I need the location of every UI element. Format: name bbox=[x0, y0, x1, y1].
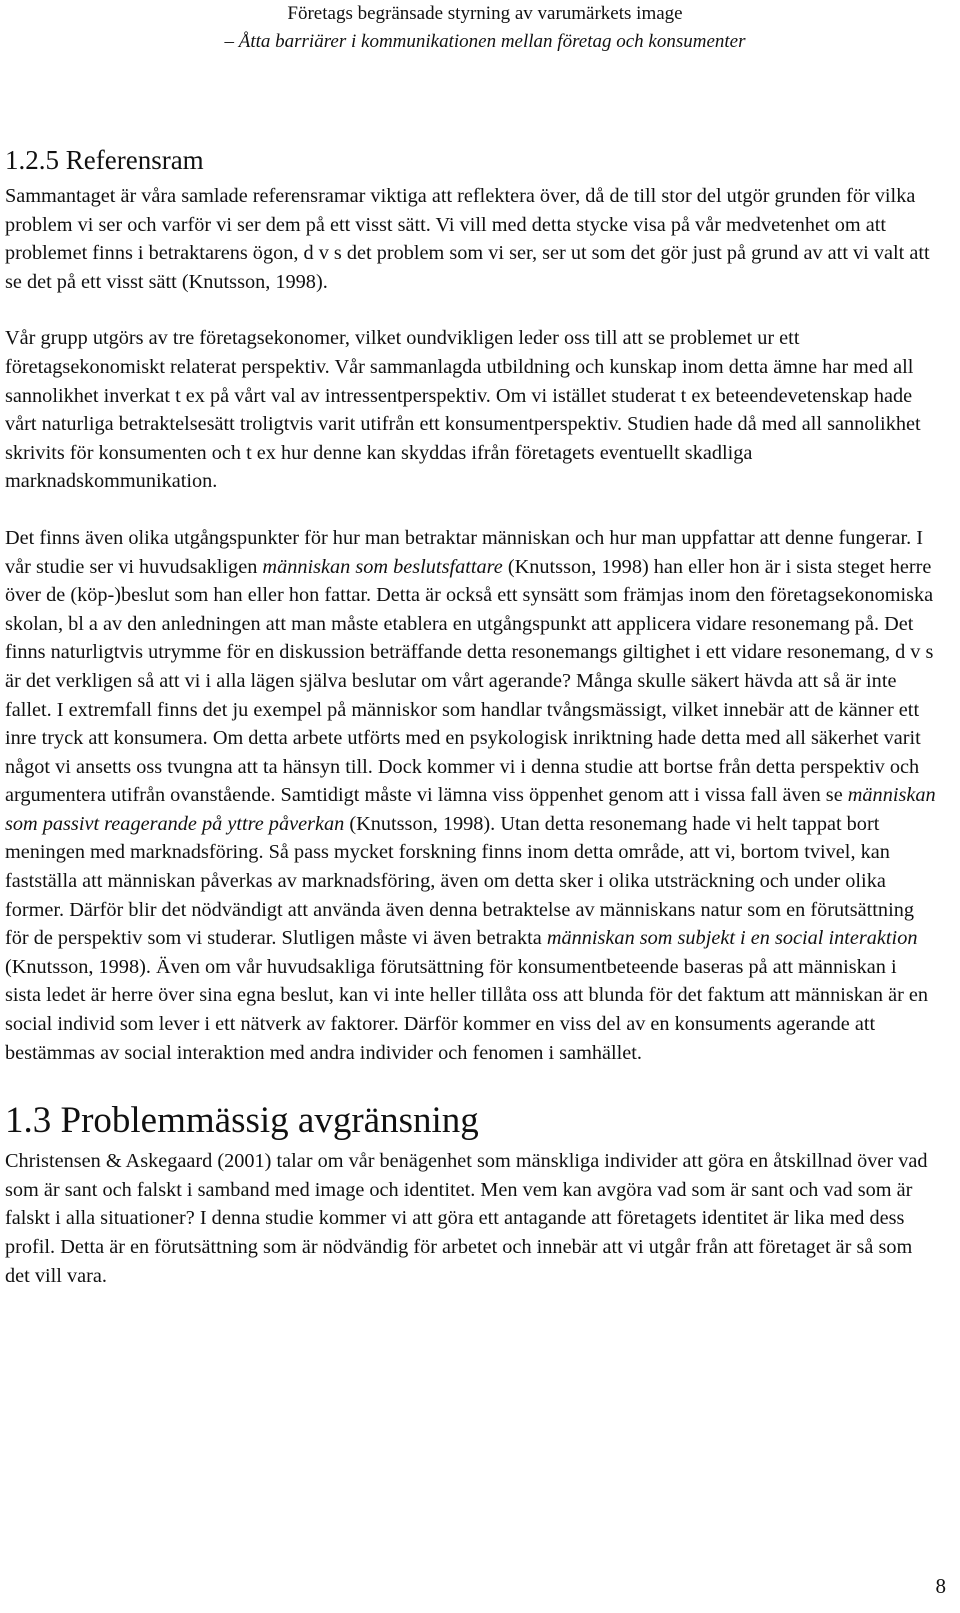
section-heading-1-2-5: 1.2.5 Referensram bbox=[5, 145, 204, 175]
page-number: 8 bbox=[935, 1574, 946, 1598]
text-run: Det finns även olika utgångspunkter för hur man betraktar människan och hur man uppfattar att denne fungerar. I vår studie ser vi huvudsakligen bbox=[5, 526, 923, 578]
emphasis-passivt-reagerande: människan som passivt reagerande på yttre påverkan bbox=[5, 784, 936, 835]
text-run: (Knutsson, 1998). Utan detta resonemang hade vi helt tappat bort meningen med marknadsföring. Så pass mycket forskning finns inom detta område, att vi, bortom tvivel, kan fastställa att människan påverkas av marknadsföring, även om detta sker i olika utsträckning och under olika former. Därför blir det nödvändigt att använda även denna betraktelse av människans natur som en förutsättning för de perspektiv som vi studerar. Slutligen måste vi även betrakta bbox=[5, 812, 914, 950]
page-body bbox=[5, 140, 937, 1290]
paragraph-referensram-3 bbox=[5, 524, 937, 1067]
section-heading-1-3: 1.3 Problemmässig avgränsning bbox=[5, 1100, 479, 1142]
paragraph-referensram-2: Vår grupp utgörs av tre företagsekonomer, vilket oundvikligen leder oss till att se problemet ur ett företagsekonomiskt relaterat perspektiv. Vår sammanlagda utbildning och kunskap inom detta ämne har med all sannolikhet inverkat t ex på vårt val av intressentperspektiv. Om vi istället studerat t ex beteendevetenskap hade vårt naturliga betraktelsesätt troligtvis varit utifrån ett konsumentperspektiv. Studien hade då med all sannolikhet skrivits för konsumenten och t ex hur denne kan skyddas ifrån företagets eventuellt skadliga marknadskommunikation. bbox=[5, 327, 921, 493]
header-title: Företags begränsade styrning av varumärkets image bbox=[287, 3, 683, 24]
running-header bbox=[0, 0, 960, 56]
emphasis-social-interaktion: människan som subjekt i en social interaktion bbox=[546, 927, 918, 950]
text-run: (Knutsson, 1998). Även om vår huvudsakliga förutsättning för konsumentbeteende baseras på att människan i sista ledet är herre över sina egna beslut, kan vi inte heller tillåta oss att blunda för det faktum att människan är en social individ som lever i ett nätverk av faktorer. Därför kommer en viss del av en konsuments agerande att bestämmas av social interaktion med andra individer och fenomen i samhället. bbox=[5, 955, 929, 1064]
text-run: (Knutsson, 1998) han eller hon är i sista steget herre över de (köp-)beslut som han eller hon fattar. Detta är också ett synsätt som främjas inom den företagsekonomiska skolan, bl a av den anledningen att man måste etablera en utgångspunkt att applicera vidare resonemang på. Det finns naturligtvis utrymme för en diskussion beträffande detta resonemangs giltighet i ett vidare resonemang, d v s är det verkligen så att vi i alla lägen själva beslutar om vårt agerande? Många skulle säkert hävda att så är inte fallet. I extremfall finns det ju exempel på människor som handlar tvångsmässigt, vilket innebär att de känner ett inre tryck att konsumera. Om detta arbete utförts med en psykologisk inriktning hade detta med all säkerhet varit något vi ansetts oss tvungna att ta hänsyn till. Dock kommer vi i denna studie att bortse från detta perspektiv och argumentera utifrån ovanstående. Samtidigt måste vi lämna viss öppenhet genom att i vissa fall även se bbox=[5, 555, 934, 807]
paragraph-referensram-1: Sammantaget är våra samlade referensramar viktiga att reflektera över, då de till stor del utgör grunden för vilka problem vi ser och varför vi ser dem på ett visst sätt. Vi vill med detta stycke visa på vår medvetenhet om att problemet finns i betraktarens ögon, d v s det problem som vi ser, ser ut som det gör just på grund av att vi valt att se det på ett visst sätt (Knutsson, 1998). bbox=[5, 185, 930, 293]
emphasis-beslutsfattare: människan som beslutsfattare bbox=[262, 555, 503, 578]
paragraph-avgransning: Christensen & Askegaard (2001) talar om vår benägenhet som mänskliga individer att göra en åtskillnad över vad som är sant och falskt i samband med image och identitet. Men vem kan avgöra vad som är sant och vad som är falskt i alla situationer? I denna studie kommer vi att göra ett antagande att företagets identitet är lika med dess profil. Detta är en förutsättning som är nödvändig för arbetet och innebär att vi utgår från att företaget är så som det vill vara. bbox=[5, 1150, 928, 1287]
header-subtitle: – Åtta barriärer i kommunikationen mellan företag och konsumenter bbox=[224, 31, 746, 52]
